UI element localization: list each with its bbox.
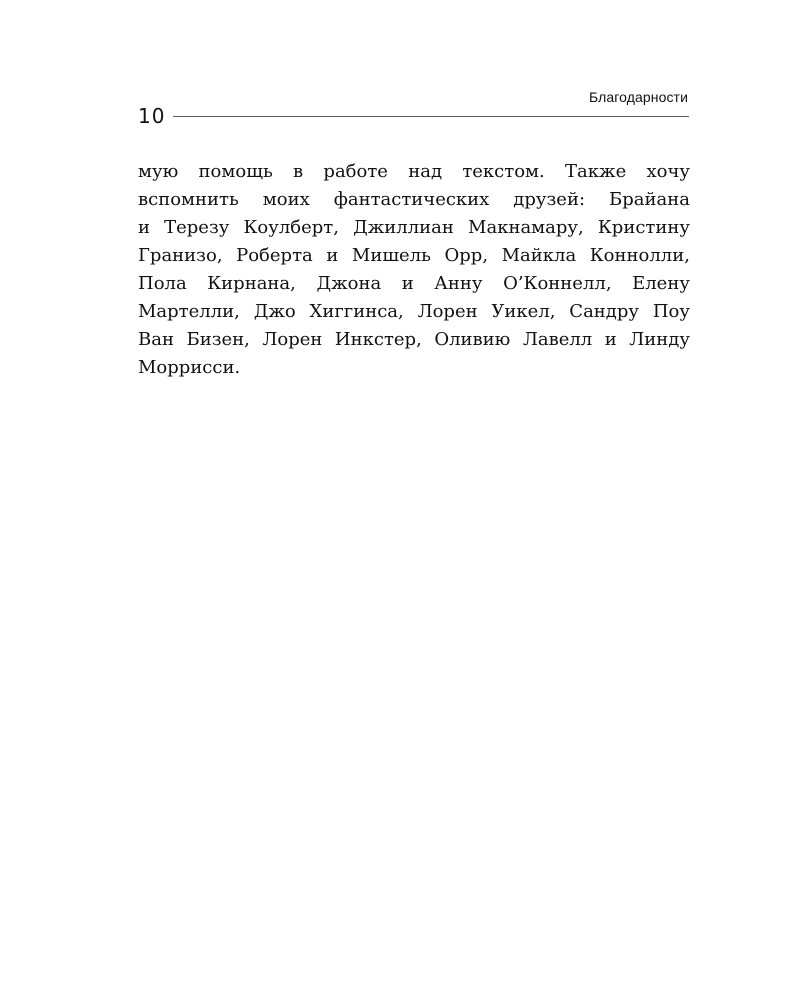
text-line: Пола Кирнана, Джона и Анну О’Коннелл, Елену [138,273,690,294]
running-head-title: Благодарности [588,89,688,105]
page-number: 10 [138,104,166,128]
text-line: вспомнить моих фантастических друзей: Брайана [138,189,690,210]
text-line: Ван Бизен, Лорен Инкстер, Оливию Лавелл и Линду [138,329,690,350]
text-line: Моррисси. [138,357,241,378]
header-rule [173,116,689,117]
body-paragraph [138,158,690,382]
text-line: мую помощь в работе над текстом. Также хочу [138,161,690,182]
text-line: Гранизо, Роберта и Мишель Орр, Майкла Коннолли, [138,245,690,266]
text-line: и Терезу Коулберт, Джиллиан Макнамару, Кристину [138,217,690,238]
text-line: Мартелли, Джо Хиггинса, Лорен Уикел, Сандру Поу [138,301,690,322]
